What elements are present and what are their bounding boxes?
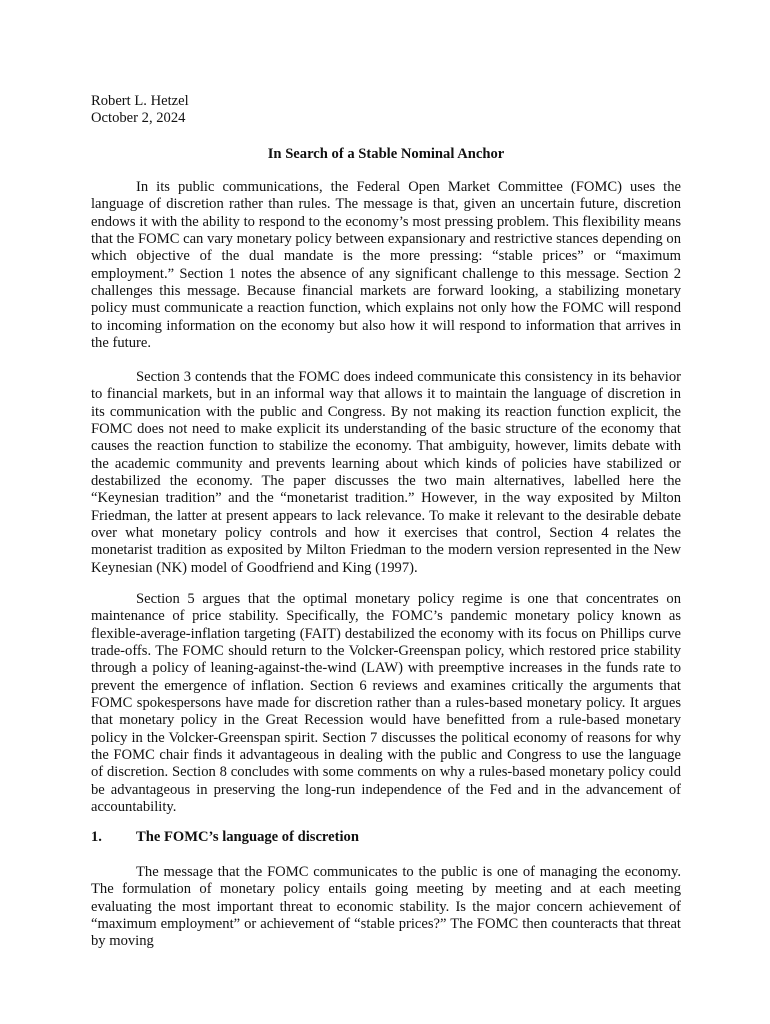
author-name: Robert L. Hetzel — [91, 93, 189, 109]
document-title: In Search of a Stable Nominal Anchor — [267, 146, 505, 162]
section-number: 1. — [91, 829, 102, 845]
section-1-paragraph: The message that the FOMC communicates to the public is one of managing the economy. The formulation of monetary policy entails going meeting by meeting and at each meeting evaluating the most important threat to economic stability. Is the major concern achievement of “maximum employment” or achievement of “stable prices?” The FOMC then counteracts that threat by moving — [91, 864, 681, 950]
document-date: October 2, 2024 — [91, 110, 186, 127]
section-title: The FOMC’s language of discretion — [136, 829, 359, 845]
intro-paragraph-1: In its public communications, the Federal Open Market Committee (FOMC) uses the language of discretion rather than rules. The message is that, given an uncertain future, discretion endows it with the ability to respond to the economy’s most pressing problem. This flexibility means that the FOMC can vary monetary policy between expansionary and restrictive stances depending on which objective of the dual mandate is the more pressing: “stable prices” or “maximum employment.” Section 1 notes the absence of any significant challenge to this message. Section 2 challenges this message. Because financial markets are forward looking, a stabilizing monetary policy must communicate a reaction function, which explains not only how the FOMC will respond to incoming information on the economy but also how it will respond to information that arrives in the future. — [91, 179, 681, 352]
section-heading — [91, 829, 681, 846]
intro-paragraph-3: Section 5 argues that the optimal monetary policy regime is one that concentrates on maintenance of price stability. Specifically, the FOMC’s pandemic monetary policy known as flexible-average-inflation targeting (FAIT) destabilized the economy with its focus on Phillips curve trade-offs. The FOMC should return to the Volcker-Greenspan policy, which restored price stability through a policy of leaning-against-the-wind (LAW) with preemptive increases in the funds rate to prevent the emergence of inflation. Section 6 reviews and examines critically the arguments that FOMC spokespersons have made for discretion rather than a rules-based monetary policy. It argues that monetary policy in the Great Recession would have benefitted from a rule-based monetary policy in the Volcker-Greenspan spirit. Section 7 discusses the political economy of reasons for why the FOMC chair finds it advantageous in dealing with the public and Congress to use the language of discretion. Section 8 concludes with some comments on why a rules-based monetary policy could be advantageous in preserving the long-run independence of the Fed and in the advancement of accountability. — [91, 591, 681, 816]
intro-paragraph-2: Section 3 contends that the FOMC does indeed communicate this consistency in its behavior to financial markets, but in an informal way that allows it to maintain the language of discretion in its communication with the public and Congress. By not making its reaction function explicit, the FOMC does not need to make explicit its understanding of the basic structure of the economy that causes the reaction function to stabilize the economy. That ambiguity, however, limits debate with the academic community and prevents learning about which kinds of policies have stabilized or destabilized the economy. The paper discusses the two main alternatives, labelled here the “Keynesian tradition” and the “monetarist tradition.” However, in the way exposited by Milton Friedman, the latter at present appears to lack relevance. To make it relevant to the desirable debate over what monetary policy controls and how it exercises that control, Section 4 relates the monetarist tradition as exposited by Milton Friedman to the modern version represented in the New Keynesian (NK) model of Goodfriend and King (1997). — [91, 369, 681, 576]
author-block — [91, 93, 681, 128]
